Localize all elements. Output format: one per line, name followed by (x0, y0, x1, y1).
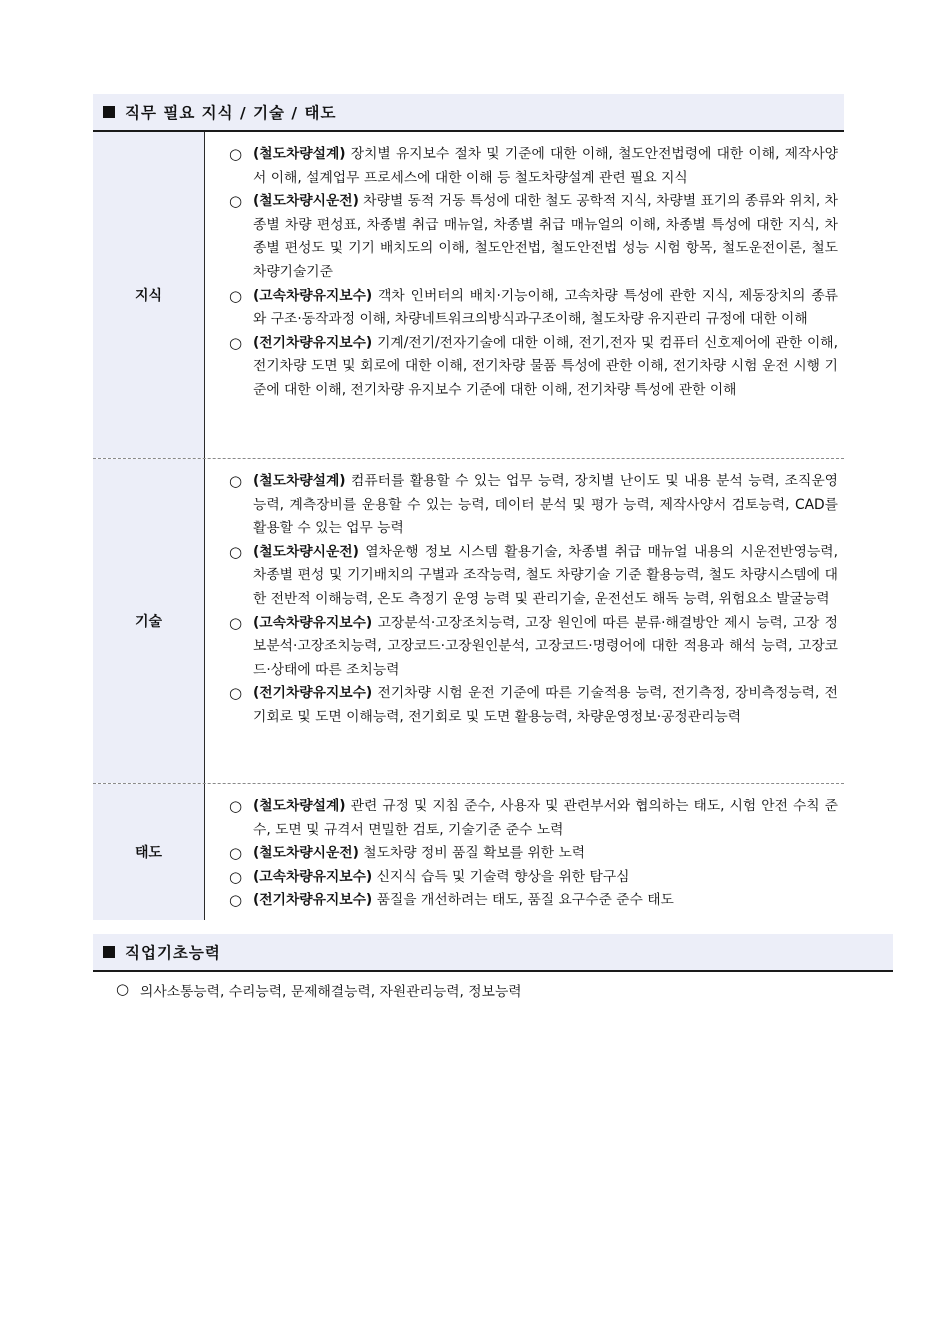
basic-abilities-item (116, 980, 522, 1000)
list-item (229, 285, 838, 332)
table-row-attitude (93, 784, 844, 920)
square-bullet-icon (103, 946, 115, 958)
item-text: 신지식 습득 및 기술력 향상을 위한 탐구심 (372, 868, 630, 885)
item-category: (철도차량시운전) (253, 845, 359, 862)
circle-bullet-icon: ○ (229, 542, 243, 561)
item-category: (철도차량설계) (253, 473, 346, 489)
item-category: (철도차량시운전) (253, 193, 359, 210)
list-item (229, 332, 838, 403)
row-label: 태도 (93, 784, 205, 920)
list-item (229, 889, 838, 913)
list-item (229, 795, 838, 842)
table-row-knowledge (93, 132, 844, 459)
row-content (205, 459, 844, 783)
item-category: (전기차량유지보수) (253, 685, 373, 702)
list-item (229, 190, 838, 284)
list-item (229, 143, 838, 190)
basic-abilities-text: 의사소통능력, 수리능력, 문제해결능력, 자원관리능력, 정보능력 (140, 984, 522, 1000)
item-text: 객차 인버터의 배치·기능이해, 고속차량 특성에 관한 지식, 제동장치의 종류와 구조·동작과정 이해, 차량네트워크의방식과구조이해, 철도차량 유지관리 규정에 대한 이해 (253, 287, 838, 328)
section-title: 직업기초능력 (125, 944, 221, 962)
circle-bullet-icon: ○ (116, 980, 130, 998)
item-text: 컴퓨터를 활용할 수 있는 업무 능력, 장치별 난이도 및 내용 분석 능력, 조직운영 능력, 계측장비를 운용할 수 있는 능력, 데이터 분석 및 평가 능력, 제작사양서 검토능력, CAD를 활용할 수 있는 업무 능력 (253, 473, 838, 537)
item-text: 품질을 개선하려는 태도, 품질 요구수준 준수 태도 (372, 892, 674, 909)
list-item (229, 541, 838, 612)
item-text: 고장분석·고장조치능력, 고장 원인에 따른 분류·해결방안 제시 능력, 고장 정보분석·고장조치능력, 고장코드·고장원인분석, 고장코드·명령어에 대한 적용과 해석 능력, 고장코드·상태에 따른 조치능력 (253, 614, 838, 678)
row-content (205, 132, 844, 458)
section-header-basic-abilities (93, 934, 893, 972)
section-title: 직무 필요 지식 / 기술 / 태도 (125, 104, 337, 122)
circle-bullet-icon: ○ (229, 286, 243, 305)
item-category: (철도차량설계) (253, 798, 346, 814)
item-text: 관련 규정 및 지침 준수, 사용자 및 관련부서와 협의하는 태도, 시험 안전 수칙 준수, 도면 및 규격서 면밀한 검토, 기술기준 준수 노력 (253, 798, 838, 838)
item-text: 기계/전기/전자기술에 대한 이해, 전기,전자 및 컴퓨터 신호제어에 관한 이해, 전기차량 도면 및 회로에 대한 이해, 전기차량 물품 특성에 관한 이해, 전기차량 시험 운전 시행 기준에 대한 이해, 전기차량 유지보수 기준에 대한 이해, 전기차량 특성에 관한 이해 (253, 334, 838, 398)
item-category: (전기차량유지보수) (253, 334, 373, 351)
item-category: (고속차량유지보수) (253, 868, 373, 885)
list-item (229, 470, 838, 541)
circle-bullet-icon: ○ (229, 844, 243, 863)
item-category: (철도차량설계) (253, 146, 346, 162)
circle-bullet-icon: ○ (229, 472, 243, 490)
circle-bullet-icon: ○ (229, 333, 243, 352)
circle-bullet-icon: ○ (229, 145, 243, 163)
list-item (229, 612, 838, 683)
row-label: 지식 (93, 132, 205, 458)
circle-bullet-icon: ○ (229, 891, 243, 910)
item-text: 철도차량 정비 품질 확보를 위한 노력 (358, 845, 586, 862)
item-text: 차량별 동적 거동 특성에 대한 철도 공학적 지식, 차량별 표기의 종류와 위치, 차종별 차량 편성표, 차종별 취급 매뉴얼, 차종별 취급 매뉴얼의 이해, 차종별 특성에 대한 지식, 차종별 편성도 및 기기 배치도의 이해, 철도안전법, 철도안전법 성능 시험 항목, 철도운전이론, 철도차량기술기준 (253, 193, 838, 280)
list-item (229, 682, 838, 729)
item-text: 전기차량 시험 운전 기준에 따른 기술적용 능력, 전기측정, 장비측정능력, 전기회로 및 도면 이해능력, 전기회로 및 도면 활용능력, 차량운영정보·공정관리능력 (253, 685, 838, 725)
table-row-skill (93, 459, 844, 784)
list-item (229, 842, 838, 866)
circle-bullet-icon: ○ (229, 684, 243, 703)
row-content (205, 784, 844, 920)
item-category: (고속차량유지보수) (253, 287, 373, 304)
list-item (229, 866, 838, 890)
item-category: (전기차량유지보수) (253, 892, 373, 909)
circle-bullet-icon: ○ (229, 867, 243, 886)
circle-bullet-icon: ○ (229, 613, 243, 632)
square-bullet-icon (103, 106, 115, 118)
circle-bullet-icon: ○ (229, 192, 243, 211)
section-header-job-requirements (93, 94, 844, 132)
row-label: 기술 (93, 459, 205, 783)
item-text: 열차운행 정보 시스템 활용기술, 차종별 취급 매뉴얼 내용의 시운전반영능력, 차종별 편성 및 기기배치의 구별과 조작능력, 철도 차량기술 기준 활용능력, 철도 차량시스템에 대한 전반적 이해능력, 온도 측정기 운영 능력 및 관리기술, 운전선도 해독 능력, 위험요소 발굴능력 (253, 543, 838, 607)
item-category: (고속차량유지보수) (253, 614, 373, 631)
circle-bullet-icon: ○ (229, 797, 243, 815)
item-text: 장치별 유지보수 절차 및 기준에 대한 이해, 철도안전법령에 대한 이해, 제작사양서 이해, 설계업무 프로세스에 대한 이해 등 철도차량설계 관련 필요 지식 (253, 146, 838, 186)
requirements-table (93, 132, 844, 920)
item-category: (철도차량시운전) (253, 543, 359, 560)
